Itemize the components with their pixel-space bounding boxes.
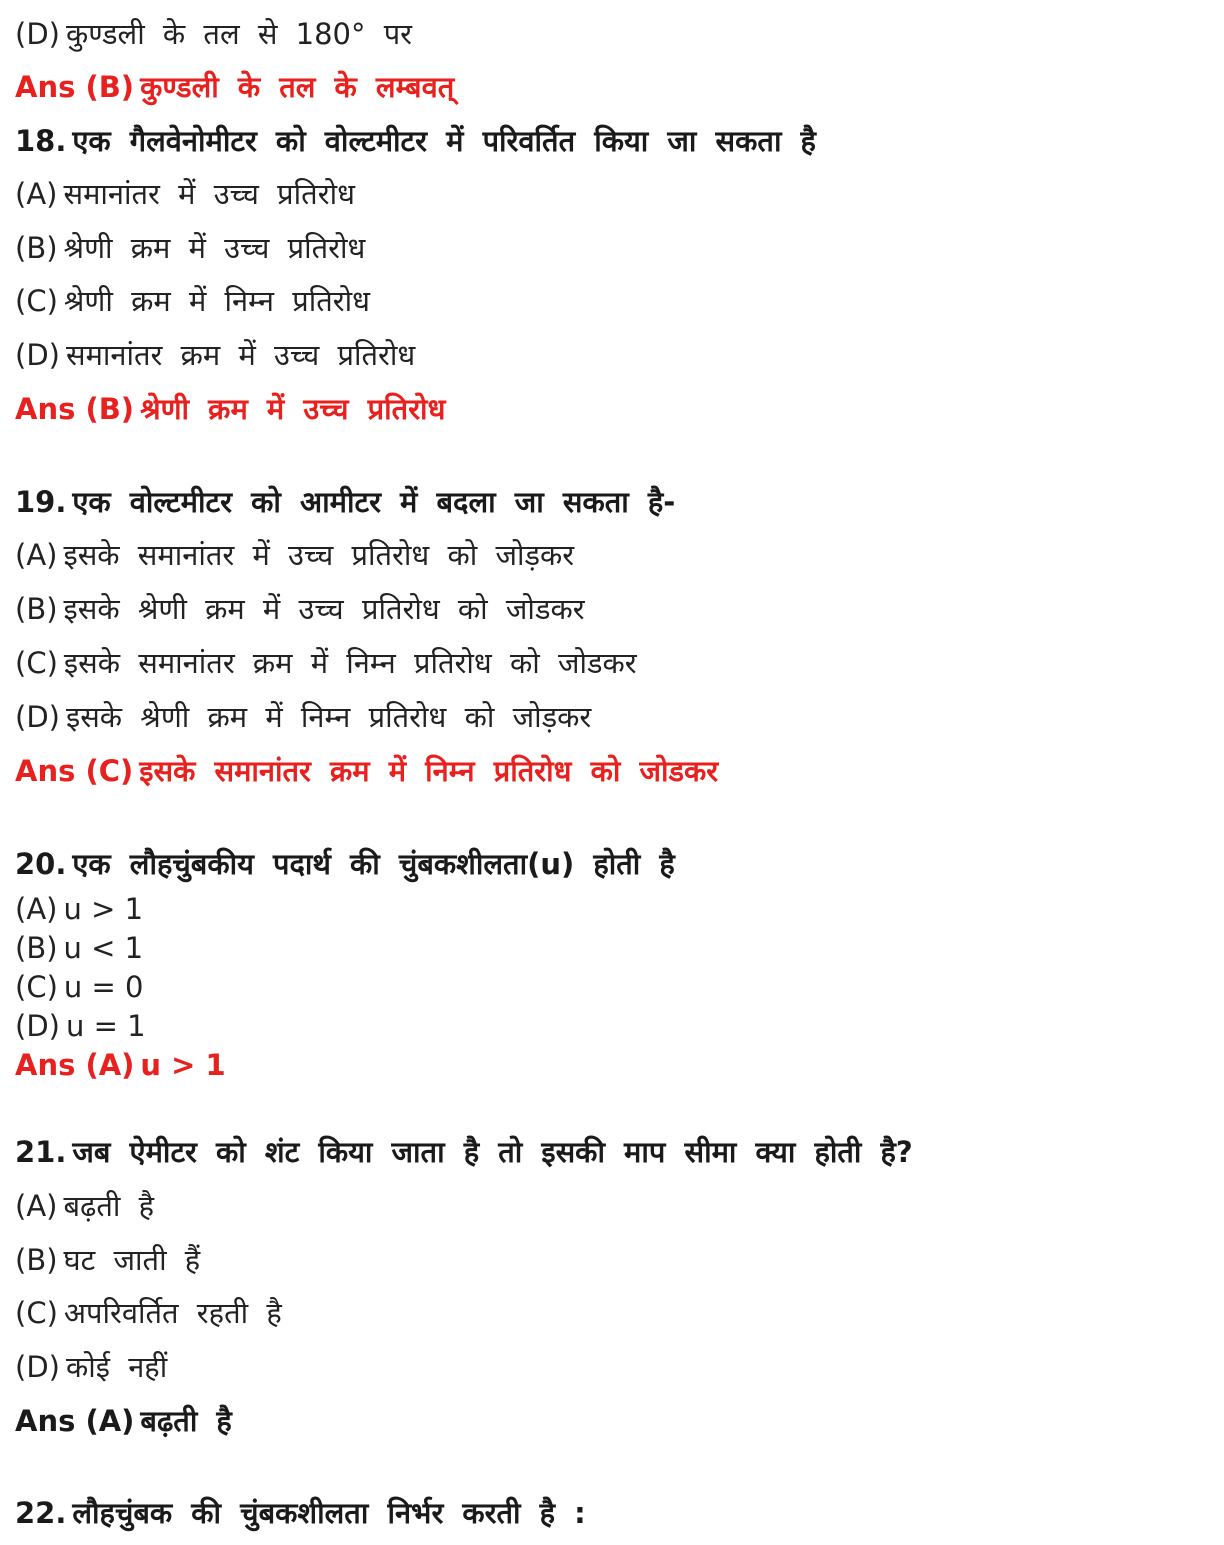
option-label: (C) <box>15 1296 58 1330</box>
option-text: u > 1 <box>63 892 144 926</box>
option-label: (A) <box>15 177 58 211</box>
question-number: 19. <box>15 485 67 519</box>
question-18 <box>15 121 816 161</box>
question-20 <box>15 844 675 884</box>
option-text: बढ़ती है <box>63 1189 155 1223</box>
q19-option-c <box>15 643 637 683</box>
question-text: एक वोल्टमीटर को आमीटर में बदला जा सकता है- <box>72 485 676 519</box>
question-text: एक गैलवेनोमीटर को वोल्टमीटर में परिवर्तित किया जा सकता है <box>72 124 816 158</box>
option-text: इसके श्रेणी क्रम में उच्च प्रतिरोध को जोडकर <box>63 592 585 626</box>
q21-option-d <box>15 1347 167 1387</box>
option-text: इसके समानांतर क्रम में निम्न प्रतिरोध को जोडकर <box>63 646 637 680</box>
option-label: (B) <box>15 931 58 965</box>
q20-answer <box>15 1045 226 1085</box>
option-text: समानांतर क्रम में उच्च प्रतिरोध <box>65 338 416 372</box>
question-number: 18. <box>15 124 67 158</box>
prev-answer <box>15 67 454 107</box>
q18-option-c <box>15 281 370 321</box>
option-text: घट जाती हैं <box>63 1243 201 1277</box>
option-text: कोई नहीं <box>65 1350 168 1384</box>
option-label: (B) <box>15 231 58 265</box>
q19-option-a <box>15 535 574 575</box>
q21-option-a <box>15 1186 154 1226</box>
answer-text: श्रेणी क्रम में उच्च प्रतिरोध <box>140 392 446 426</box>
option-text: समानांतर में उच्च प्रतिरोध <box>63 177 355 211</box>
option-label: (D) <box>15 338 60 372</box>
option-text: अपरिवर्तित रहती है <box>63 1296 282 1330</box>
option-text: u = 0 <box>63 970 144 1004</box>
q21-option-b <box>15 1240 200 1280</box>
answer-text: कुण्डली के तल के लम्बवत् <box>140 70 455 104</box>
answer-label: Ans (C) <box>15 754 134 788</box>
option-text: इसके श्रेणी क्रम में निम्न प्रतिरोध को जोड़कर <box>65 700 592 734</box>
option-label: (C) <box>15 646 58 680</box>
q20-option-a <box>15 889 143 929</box>
answer-text: u > 1 <box>140 1048 226 1082</box>
question-text: जब ऐमीटर को शंट किया जाता है तो इसकी माप सीमा क्या होती है? <box>72 1135 913 1169</box>
answer-text: बढ़ती है <box>140 1404 232 1438</box>
q20-option-d <box>15 1006 146 1046</box>
q21-option-c <box>15 1293 282 1333</box>
option-label: (C) <box>15 970 58 1004</box>
option-text: कुण्डली के तल से 180° पर <box>65 17 413 51</box>
q18-option-b <box>15 228 365 268</box>
option-text: श्रेणी क्रम में निम्न प्रतिरोध <box>63 284 370 318</box>
answer-text: इसके समानांतर क्रम में निम्न प्रतिरोध को जोडकर <box>139 754 719 788</box>
q20-option-c <box>15 967 143 1007</box>
q19-option-b <box>15 589 585 629</box>
q20-option-b <box>15 928 143 968</box>
option-text: इसके समानांतर में उच्च प्रतिरोध को जोड़कर <box>63 538 575 572</box>
answer-label: Ans (A) <box>15 1048 135 1082</box>
question-22 <box>15 1493 586 1533</box>
option-label: (D) <box>15 1009 60 1043</box>
q19-answer <box>15 751 718 791</box>
option-label: (C) <box>15 284 58 318</box>
option-label: (B) <box>15 1243 58 1277</box>
option-label: (D) <box>15 700 60 734</box>
q18-option-a <box>15 174 355 214</box>
question-number: 22. <box>15 1496 67 1530</box>
question-19 <box>15 482 675 522</box>
option-label: (D) <box>15 17 60 51</box>
q19-option-d <box>15 697 591 737</box>
question-number: 20. <box>15 847 67 881</box>
option-label: (D) <box>15 1350 60 1384</box>
question-number: 21. <box>15 1135 67 1169</box>
q18-option-d <box>15 335 415 375</box>
question-text: एक लौहचुंबकीय पदार्थ की चुंबकशीलता(u) होती है <box>72 847 675 881</box>
q18-answer <box>15 389 445 429</box>
option-label: (A) <box>15 1189 58 1223</box>
option-text: u = 1 <box>65 1009 146 1043</box>
q21-answer <box>15 1401 232 1441</box>
question-21 <box>15 1132 913 1172</box>
option-label: (A) <box>15 892 58 926</box>
option-label: (A) <box>15 538 58 572</box>
answer-label: Ans (A) <box>15 1404 135 1438</box>
answer-label: Ans (B) <box>15 392 135 426</box>
option-text: श्रेणी क्रम में उच्च प्रतिरोध <box>63 231 366 265</box>
option-text: u < 1 <box>63 931 144 965</box>
option-label: (B) <box>15 592 58 626</box>
prev-option-d <box>15 14 412 54</box>
answer-label: Ans (B) <box>15 70 135 104</box>
question-text: लौहचुंबक की चुंबकशीलता निर्भर करती है : <box>72 1496 586 1530</box>
